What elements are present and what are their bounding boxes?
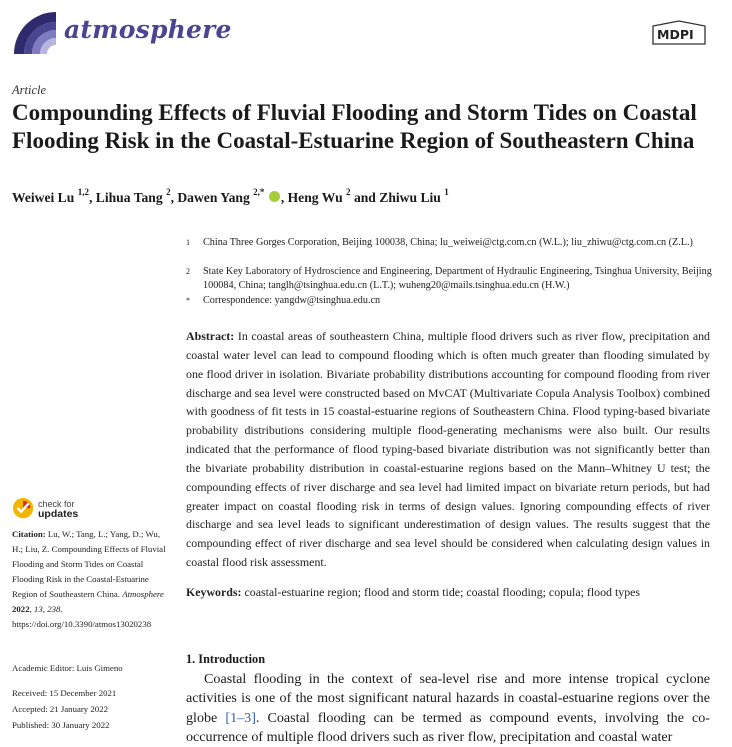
check-for-updates-icon[interactable] [12, 497, 36, 521]
article-type: Article [12, 83, 47, 97]
citation-block: Citation: Lu, W.; Tang, L.; Yang, D.; Wu, H.; Liu, Z. Compounding Effects of Fluvial Flooding and Storm Tides on Coastal Flooding Risk in the Coastal-Estuarine Region of Southeastern China. Atmosphere 2022, 13, 238. https://doi.org/10.3390/atmos13020238 [12, 529, 166, 629]
publisher-logo[interactable] [651, 20, 707, 46]
keywords-text: coastal-estuarine region; flood and storm tide; coastal flooding; copula; flood types [244, 585, 641, 599]
author-name[interactable]: Lihua Tang [95, 190, 163, 205]
section-heading: 1. Introduction [186, 652, 266, 666]
author-list: Weiwei Lu $^{1,2}$, Lihua Tang $^2$, Dawen Yang $^{2,*}$ , Heng Wu $^2$ and Zhiwu Liu $^1$ [12, 187, 449, 205]
check-for-updates-label[interactable]: check for updates [38, 499, 79, 520]
keywords [186, 585, 710, 600]
doi-link[interactable]: https://doi.org/10.3390/atmos13020238 [12, 619, 152, 629]
publisher-name: MDPI [657, 27, 694, 42]
orcid-icon[interactable] [269, 191, 280, 202]
journal-name[interactable]: atmosphere [64, 15, 232, 44]
abstract [186, 327, 710, 572]
author-name[interactable]: Heng Wu [287, 190, 343, 205]
author-name[interactable]: Zhiwu Liu [379, 190, 441, 205]
author-affiliation-marker: 2 [346, 187, 351, 197]
author-name[interactable]: Weiwei Lu [12, 190, 75, 205]
introduction-paragraph: Coastal flooding in the context of sea-level rise and more intense tropical cyclone activities is one of the most significant natural hazards in coastal-estuarine regions over the globe [1–3]. Coastal flooding can be termed as compound events, involving the co-occurrence of multiple flood drivers such as river flow, precipitation and coastal water [186, 671, 710, 745]
affiliation-2: 2 State Key Laboratory of Hydroscience and Engineering, Department of Hydraulic Engineering, Tsinghua University, Beijing 100084, China; tanglh@tsinghua.edu.cn (L.T.); wuheng20@mails.tsinghua.edu.cn (H.W.) [186, 266, 712, 292]
journal-logo-icon [10, 8, 58, 56]
academic-editor: Academic Editor: Luis Gimeno [12, 663, 123, 673]
author-affiliation-marker: 1 [444, 187, 449, 197]
abstract-label: Abstract: [186, 329, 235, 343]
keywords-label: Keywords: [186, 585, 242, 599]
affiliation-1: 1 China Three Gorges Corporation, Beijing 100038, China; lu_weiwei@ctg.com.cn (W.L.); liu_zhiwu@ctg.com.cn (Z.L.) [186, 237, 693, 248]
author-affiliation-marker: 2,* [253, 187, 265, 197]
published-date: Published: 30 January 2022 [12, 720, 110, 730]
author-affiliation-marker: 1,2 [77, 187, 89, 197]
author-name[interactable]: Dawen Yang [177, 190, 250, 205]
received-date: Received: 15 December 2021 [12, 688, 117, 698]
citation-link[interactable]: [1–3] [225, 709, 256, 726]
abstract-text: In coastal areas of southeastern China, multiple flood drivers such as river flow, precipitation and coastal water level can lead to compound flooding which is often much greater than flooding simulated by one flood driver in isolation. Bivariate probability distributions accounting for compound flooding from river discharge and sea level were constructed based on MvCAT (Multivariate Copula Analysis Toolbox) combined with goodness of fit tests in 15 coastal-estuarine regions of Southeastern China. Flood typing-based bivariate probability distributions considering multiple flood-generating mechanisms were also built. Our results indicated that the performance of flood typing-based bivariate distribution was not significantly better than the bivariate probability distribution in coastal-estuarine regions based on the Mann–Whitney U test; the compounding effects of river discharge and sea level had limited impact on bivariate return periods, but had greater impact on coastal flooding risk in terms of design values. Ignoring compounding effects of river discharge and sea level leads to significant underestimation of design values. The results suggest that the compounding effect of river discharge and sea level should be considered when calculating design values in coastal flood risk assessment. [186, 329, 710, 570]
accepted-date: Accepted: 21 January 2022 [12, 704, 109, 714]
author-affiliation-marker: 2 [166, 187, 171, 197]
correspondence: * Correspondence: yangdw@tsinghua.edu.cn [186, 295, 381, 306]
article-title: Compounding Effects of Fluvial Flooding and Storm Tides on Coastal Flooding Risk in the Coastal-Estuarine Region of Southeastern China [12, 100, 697, 153]
